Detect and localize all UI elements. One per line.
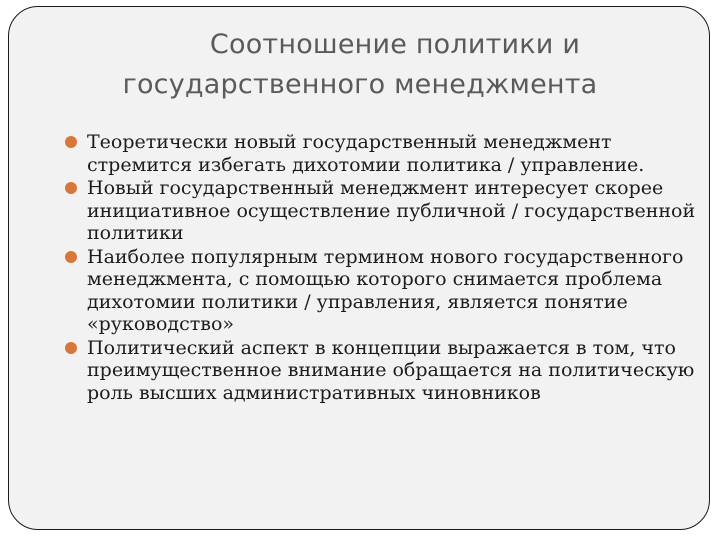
bullet-dot-icon [65, 136, 77, 148]
bullet-text: Наиболее популярным термином нового государственного менеджмента, с помощью которого снимается проблема дихотомии политики / управления, является понятие «руководство» [87, 245, 684, 335]
bullet-dot-icon [65, 342, 77, 354]
bullet-text: Новый государственный менеджмент интересует скорее инициативное осуществление публичной / государственной политики [87, 177, 696, 244]
title-line-1: Соотношение политики и [209, 29, 581, 60]
slide-frame [8, 6, 710, 530]
slide-title [9, 25, 710, 105]
bullet-text: Теоретически новый государственный менеджмент стремится избегать дихотомии политика / управление. [87, 131, 645, 176]
bullet-list [65, 131, 705, 405]
bullet-item [65, 246, 705, 336]
bullet-dot-icon [65, 251, 77, 263]
bullet-dot-icon [65, 182, 77, 194]
title-line-2: государственного менеджмента [122, 69, 598, 100]
bullet-item [65, 131, 705, 176]
bullet-item [65, 177, 705, 245]
bullet-text: Политический аспект в концепции выражается в том, что преимущественное внимание обращается на политическую роль высших административных чиновников [87, 336, 695, 404]
bullet-item [65, 337, 705, 405]
